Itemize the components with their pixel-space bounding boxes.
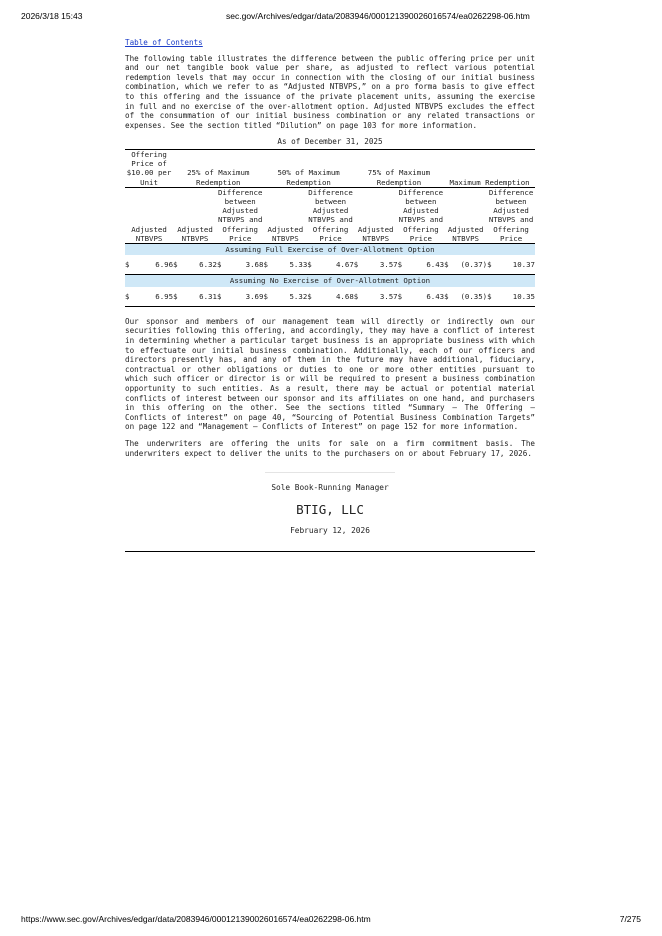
cell-none-max-difference: 10.35 [493,287,535,307]
band-full-exercise [125,243,535,255]
currency-sign: $ [307,287,313,307]
group-header-25: 25% of Maximum Redemption [173,150,263,187]
cell-full-50-difference: 4.67 [313,255,353,275]
band-no-exercise [125,275,535,287]
cell-full-75-adjusted: 3.57 [360,255,398,275]
currency-sign: $ [173,287,179,307]
currency-sign: $ [354,255,360,275]
cell-full-offering-adjusted: 6.96 [131,255,173,275]
sub-header-difference: Difference between Adjusted NTBVPS and Offering Price [488,187,534,243]
currency-sign: $ [173,255,179,275]
manager-name: BTIG, LLC [296,501,364,517]
sub-header-adjusted-ntbvps: Adjusted NTBVPS [444,187,487,243]
sub-header-difference: Difference between Adjusted NTBVPS and Offering Price [398,187,444,243]
underwriters-paragraph: The underwriters are offering the units for sale on a firm commitment basis. The underwriters expect to deliver the units to the purchasers on or about February 17, 2026. [125,438,535,458]
section-divider [265,472,395,473]
table-sub-header-row [125,187,535,243]
cell-none-max-adjusted: (0.35) [450,287,487,307]
cell-full-max-difference: 10.37 [493,255,535,275]
currency-sign: $ [444,287,450,307]
offering-price-header: Offering Price of $10.00 per Unit [126,149,172,187]
print-header-url: sec.gov/Archives/edgar/data/2083946/000121390026016574/ea0262298-06.htm [226,11,530,21]
group-header-75: 75% of Maximum Redemption [354,150,444,187]
currency-sign: $ [354,287,360,307]
table-of-contents-link[interactable]: Table of Contents [125,38,203,47]
cell-none-25-difference: 3.69 [223,287,263,307]
sub-header-adjusted-ntbvps: Adjusted NTBVPS [263,187,307,243]
cell-full-50-adjusted: 5.33 [269,255,307,275]
print-footer-url: https://www.sec.gov/Archives/edgar/data/2083946/000121390026016574/ea0262298-06.htm [21,914,371,924]
currency-sign: $ [398,287,404,307]
cell-full-max-adjusted: (0.37) [450,255,487,275]
currency-sign: $ [263,255,269,275]
band-full-exercise-label: Assuming Full Exercise of Over-Allotment Option [125,243,535,255]
browser-print-header [21,11,641,23]
sub-header-difference: Difference between Adjusted NTBVPS and Offering Price [308,187,353,243]
manager-label: Sole Book-Running Manager [271,483,389,493]
currency-sign: $ [444,255,450,275]
currency-sign: $ [125,255,131,275]
sub-header-adjusted-ntbvps: Adjusted NTBVPS [125,187,173,243]
cell-none-75-difference: 6.43 [404,287,444,307]
dilution-table [125,150,535,307]
table-row [125,255,535,275]
intro-paragraph: The following table illustrates the difference between the public offering price per unit and our net tangible book value per share, as adjusted to reflect various potential redemption levels that may occur in connection with the closing of our initial business combination, which we refer to as “Adjusted NTBVPS,” on a pro forma basis to give effect to this offering and the issuance of the private placement units, assuming the exercise in full and no exercise of the over-allotment option. Adjusted NTBVPS excludes the effect of the consummation of our initial business combination or any related transactions or expenses. See the section titled “Dilution” on page 103 for more information. [125,53,535,130]
cell-none-offering-adjusted: 6.95 [131,287,173,307]
currency-sign: $ [307,255,313,275]
print-timestamp: 2026/3/18 15:43 [21,11,83,21]
band-no-exercise-label: Assuming No Exercise of Over-Allotment Option [125,275,535,287]
table-row [125,287,535,307]
page-counter: 7/275 [619,914,641,924]
cell-full-25-adjusted: 6.32 [179,255,217,275]
document-body [125,38,535,552]
sub-header-difference: Difference between Adjusted NTBVPS and Offering Price [217,187,263,243]
table-as-of-label: As of December 31, 2025 [277,137,383,147]
currency-sign: $ [217,255,223,275]
currency-sign: $ [217,287,223,307]
currency-sign: $ [487,255,493,275]
cell-full-75-difference: 6.43 [404,255,444,275]
currency-sign: $ [263,287,269,307]
cell-full-25-difference: 3.68 [223,255,263,275]
sub-header-adjusted-ntbvps: Adjusted NTBVPS [173,187,217,243]
prospectus-date: February 12, 2026 [290,525,370,535]
currency-sign: $ [125,287,131,307]
table-group-header-row [125,150,535,187]
cell-none-75-adjusted: 3.57 [360,287,398,307]
cell-none-50-difference: 4.68 [313,287,353,307]
conflicts-paragraph: Our sponsor and members of our management team will directly or indirectly own our securities following this offering, and accordingly, they may have a conflict of interest in determining whether a particular target business is an appropriate business with which to effectuate our initial business combination. Additionally, each of our officers and directors presently has, and any of them in the future may have additional, fiduciary, contractual or other obligations or duties to one or more other entities pursuant to which such officer or director is or will be required to present a business combination opportunity to such entities. As a result, there may be actual or potential material conflicts of interest between our sponsor and its affiliates on one hand, and purchasers in this offering on the other. See the sections titled “Summary — The Offering — Conflicts of interest” on page 40, “Sourcing of Potential Business Combination Targets” on page 122 and “Management — Conflicts of Interest” on page 152 for more information. [125,316,535,432]
cell-none-50-adjusted: 5.32 [269,287,307,307]
browser-print-footer [21,914,641,926]
cell-none-25-adjusted: 6.31 [179,287,217,307]
sub-header-adjusted-ntbvps: Adjusted NTBVPS [354,187,398,243]
group-header-50: 50% of Maximum Redemption [263,150,353,187]
currency-sign: $ [398,255,404,275]
group-header-max: Maximum Redemption [444,150,535,187]
page-end-rule [125,551,535,552]
currency-sign: $ [487,287,493,307]
